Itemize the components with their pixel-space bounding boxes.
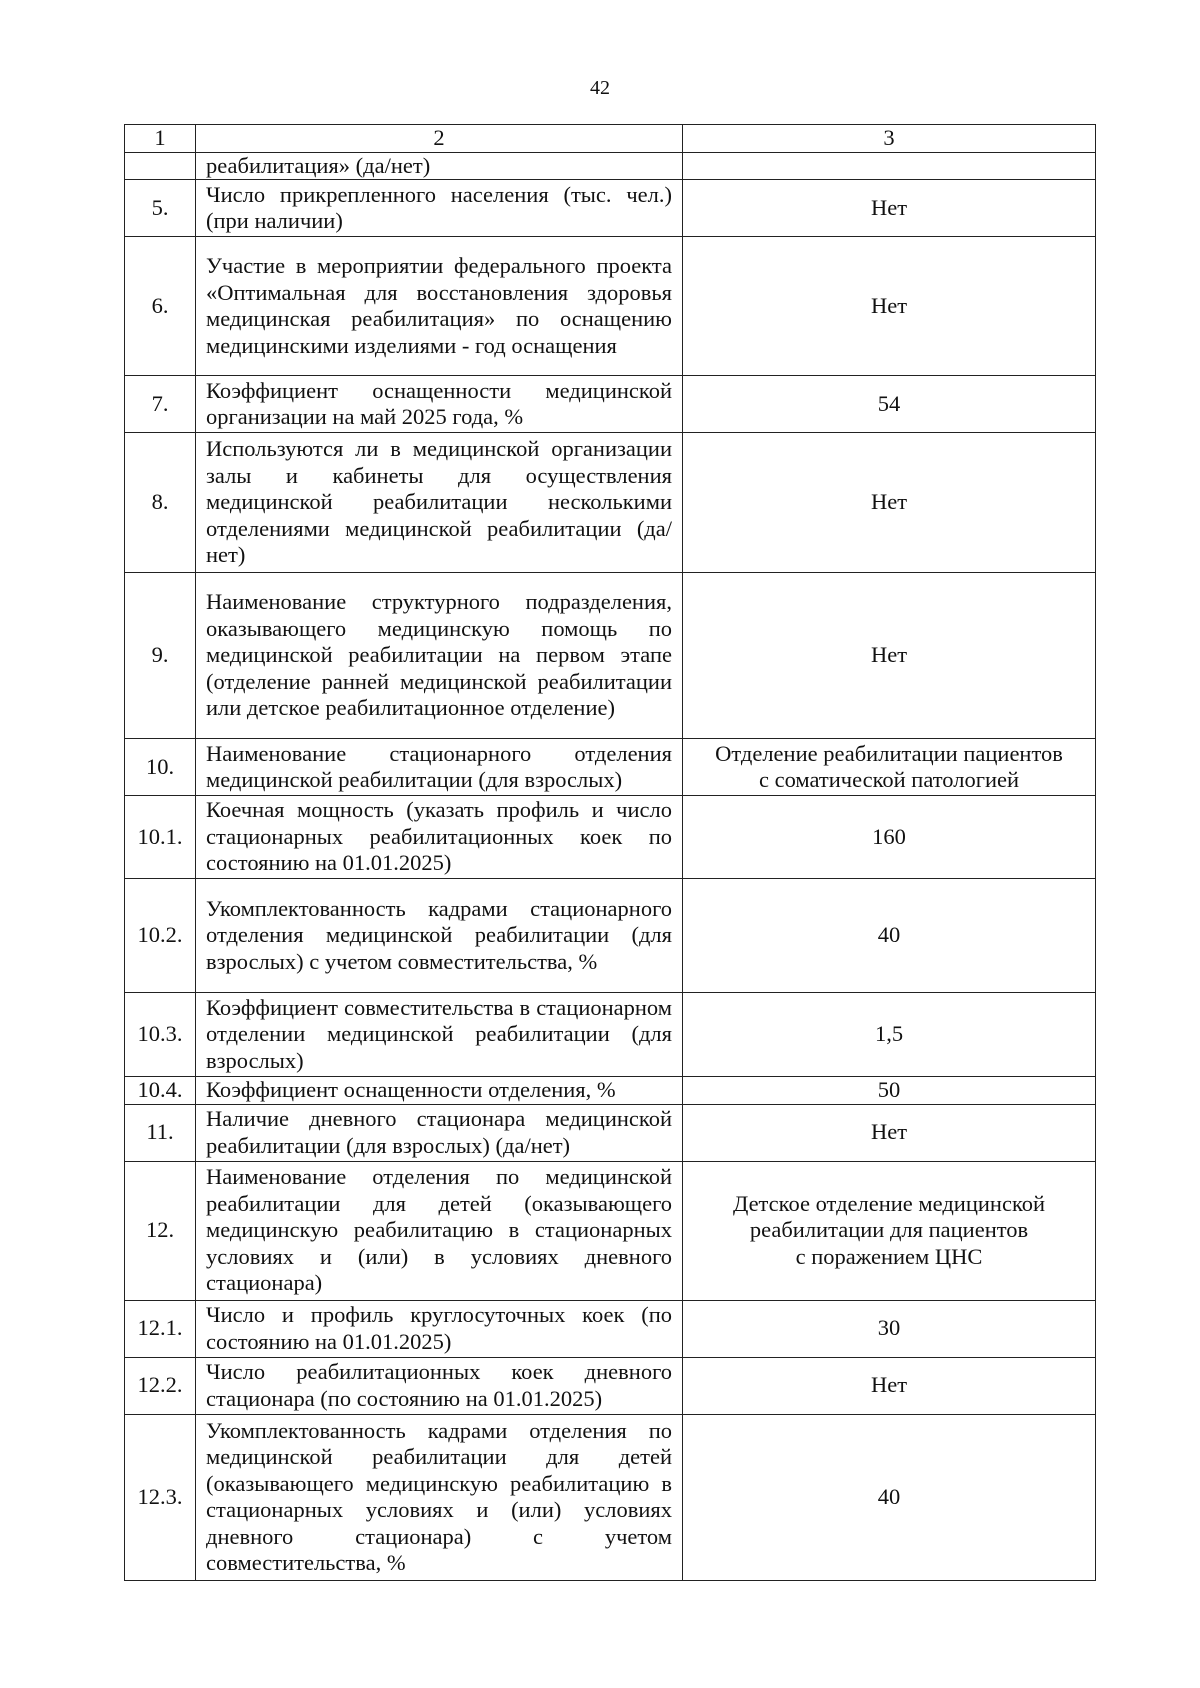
table-row <box>125 1077 1096 1105</box>
table-row <box>125 237 1096 376</box>
row-number <box>125 152 196 180</box>
table-row <box>125 879 1096 993</box>
row-value: Детское отделение медицинской реабилитации для пациентов с поражением ЦНС <box>683 1161 1096 1300</box>
row-value: Нет <box>683 1104 1096 1161</box>
row-value: 30 <box>683 1300 1096 1357</box>
table-row <box>125 1357 1096 1414</box>
row-description: Число прикрепленного населения (тыс. чел.) (при наличии) <box>196 180 683 237</box>
row-value: Нет <box>683 573 1096 739</box>
row-value: Нет <box>683 237 1096 376</box>
row-number: 10.1. <box>125 796 196 879</box>
row-description: Коэффициент оснащенности отделения, % <box>196 1077 683 1105</box>
row-number: 6. <box>125 237 196 376</box>
row-value <box>683 152 1096 180</box>
row-description: Число реабилитационных коек дневного стационара (по состоянию на 01.01.2025) <box>196 1357 683 1414</box>
row-number: 12.3. <box>125 1414 196 1580</box>
row-description: Наименование стационарного отделения медицинской реабилитации (для взрослых) <box>196 739 683 796</box>
table-row <box>125 180 1096 237</box>
row-number: 5. <box>125 180 196 237</box>
row-description: Коечная мощность (указать профиль и число стационарных реабилитационных коек по состоянию на 01.01.2025) <box>196 796 683 879</box>
row-value: 50 <box>683 1077 1096 1105</box>
row-number: 10.3. <box>125 993 196 1077</box>
row-description: Наличие дневного стационара медицинской реабилитации (для взрослых) (да/нет) <box>196 1104 683 1161</box>
row-description: Наименование отделения по медицинской реабилитации для детей (оказывающего медицинскую реабилитацию в стационарных условиях и (или) в условиях дневного стационара) <box>196 1161 683 1300</box>
row-value: 160 <box>683 796 1096 879</box>
table-row <box>125 1161 1096 1300</box>
row-description: Укомплектованность кадрами отделения по медицинской реабилитации для детей (оказывающего медицинскую реабилитацию в стационарных условиях и (или) условиях дневного стационара) с учетом совместительства, % <box>196 1414 683 1580</box>
row-value: Нет <box>683 433 1096 573</box>
row-value: Отделение реабилитации пациентов с соматической патологией <box>683 739 1096 796</box>
row-description: Укомплектованность кадрами стационарного отделения медицинской реабилитации (для взрослых) с учетом совместительства, % <box>196 879 683 993</box>
header-col-2: 2 <box>196 125 683 153</box>
row-value: Нет <box>683 180 1096 237</box>
table-row <box>125 573 1096 739</box>
header-col-3: 3 <box>683 125 1096 153</box>
row-number: 11. <box>125 1104 196 1161</box>
row-description: Участие в мероприятии федерального проекта «Оптимальная для восстановления здоровья медицинская реабилитация» по оснащению медицинскими изделиями - год оснащения <box>196 237 683 376</box>
row-value: Нет <box>683 1357 1096 1414</box>
row-description: Коэффициент оснащенности медицинской организации на май 2025 года, % <box>196 376 683 433</box>
row-number: 10.4. <box>125 1077 196 1105</box>
row-number: 7. <box>125 376 196 433</box>
table-row <box>125 1414 1096 1580</box>
row-description: Наименование структурного подразделения, оказывающего медицинскую помощь по медицинской реабилитации на первом этапе (отделение ранней медицинской реабилитации или детское реабилитационное отделение) <box>196 573 683 739</box>
row-number: 10.2. <box>125 879 196 993</box>
row-number: 10. <box>125 739 196 796</box>
table-row <box>125 376 1096 433</box>
row-number: 12.2. <box>125 1357 196 1414</box>
row-value: 1,5 <box>683 993 1096 1077</box>
row-description: Число и профиль круглосуточных коек (по состоянию на 01.01.2025) <box>196 1300 683 1357</box>
table-row <box>125 739 1096 796</box>
table-row <box>125 152 1096 180</box>
row-description: Используются ли в медицинской организации залы и кабинеты для осуществления медицинской реабилитации несколькими отделениями медицинской реабилитации (да/нет) <box>196 433 683 573</box>
table-row <box>125 433 1096 573</box>
row-number: 9. <box>125 573 196 739</box>
table-row <box>125 993 1096 1077</box>
row-description: реабилитация» (да/нет) <box>196 152 683 180</box>
row-number: 12. <box>125 1161 196 1300</box>
table-header-row <box>125 125 1096 153</box>
row-value: 40 <box>683 879 1096 993</box>
table-row <box>125 796 1096 879</box>
table-row <box>125 1104 1096 1161</box>
data-table <box>124 124 1096 1581</box>
row-value: 54 <box>683 376 1096 433</box>
row-number: 12.1. <box>125 1300 196 1357</box>
row-value: 40 <box>683 1414 1096 1580</box>
header-col-1: 1 <box>125 125 196 153</box>
row-number: 8. <box>125 433 196 573</box>
page-number: 42 <box>590 77 610 99</box>
table-row <box>125 1300 1096 1357</box>
row-description: Коэффициент совместительства в стационарном отделении медицинской реабилитации (для взрослых) <box>196 993 683 1077</box>
